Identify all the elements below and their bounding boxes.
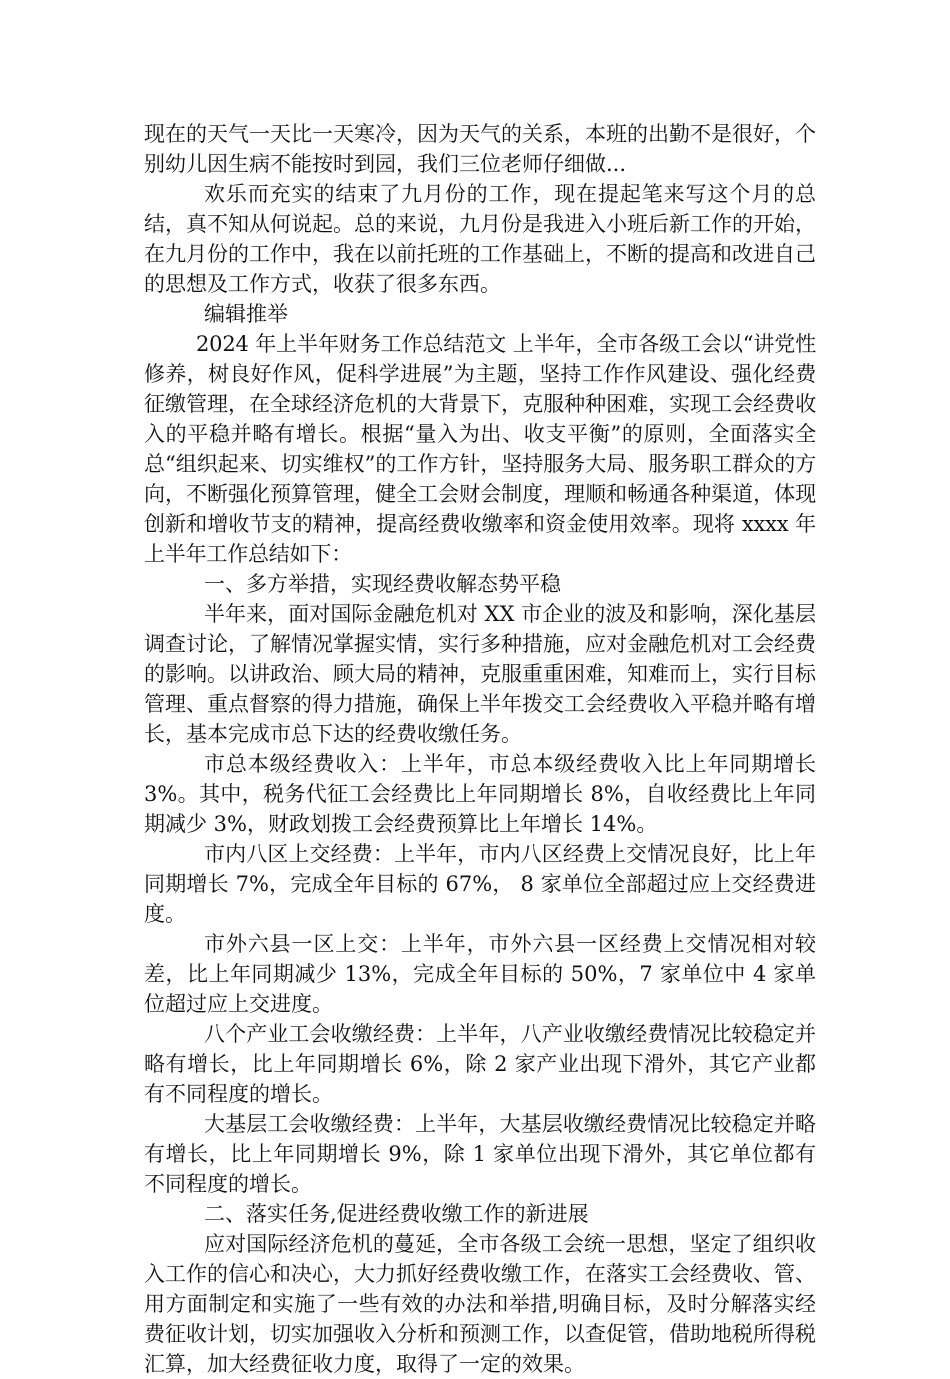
section-heading-1: 一、多方举措，实现经费收解态势平稳 [204,572,561,596]
paragraph-eight-industries: 八个产业工会收缴经费：上半年，八产业收缴经费情况比较稳定并略有增长，比上年同期增长 6%，除 2 家产业出现下滑外，其它产业都有不同程度的增长。 [144,1022,816,1106]
paragraph-six-counties: 市外六县一区上交：上半年，市外六县一区经费上交情况相对较差，比上年同期减少 13%，完成全年目标的 50%，7 家单位中 4 家单位超过应上交进度。 [144,932,816,1016]
paragraph-finance-intro: 2024 年上半年财务工作总结范文 上半年，全市各级工会以“讲党性修养，树良好作风，促科学进展”为主题，坚持工作作风建设、强化经费征缴管理，在全球经济危机的大背景下，克服种种困难，实现工会经费收入的平稳并略有增长。根据“量入为出、收支平衡”的原则，全面落实全总“组织起来、切实维权”的工作方针，坚持服务大局、服务职工群众的方向，不断强化预算管理，健全工会财会制度，理顺和畅通各种渠道，体现创新和增收节支的精神，提高经费收缴率和资金使用效率。现将 xxxx 年上半年工作总结如下： [144,332,816,566]
paragraph-crisis-response: 应对国际经济危机的蔓延，全市各级工会统一思想，坚定了组织收入工作的信心和决心，大力抓好经费收缴工作，在落实工会经费收、管、用方面制定和实施了一些有效的办法和举措,明确目标，及时分解落实经费征收计划，切实加强收入分析和预测工作，以查促管，借助地税所得税汇算，加大经费征收力度，取得了一定的效果。 [144,1232,816,1376]
paragraph-city-revenue: 市总本级经费收入：上半年，市总本级经费收入比上年同期增长 3%。其中，税务代征工会经费比上年同期增长 8%，自收经费比上年同期减少 3%，财政划拨工会经费预算比上年增长 14%。 [144,752,816,836]
paragraph-weather: 现在的天气一天比一天寒冷，因为天气的关系，本班的出勤不是很好，个别幼儿因生病不能按时到园，我们三位老师仔细做... [144,122,816,176]
document-page [144,119,816,1379]
editor-recommendation-label: 编辑推举 [204,302,288,326]
section-heading-2: 二、落实任务,促进经费收缴工作的新进展 [204,1202,589,1226]
paragraph-half-year: 半年来，面对国际金融危机对 XX 市企业的波及和影响，深化基层调查讨论，了解情况掌握实情，实行多种措施，应对金融危机对工会经费的影响。以讲政治、顾大局的精神，克服重重困难，知难而上，实行目标管理、重点督察的得力措施，确保上半年拨交工会经费收入平稳并略有增长，基本完成市总下达的经费收缴任务。 [144,602,816,746]
paragraph-eight-districts: 市内八区上交经费：上半年，市内八区经费上交情况良好，比上年同期增长 7%，完成全年目标的 67%， 8 家单位全部超过应上交经费进度。 [144,842,816,926]
paragraph-september-summary: 欢乐而充实的结束了九月份的工作，现在提起笔来写这个月的总结，真不知从何说起。总的来说，九月份是我进入小班后新工作的开始，在九月份的工作中，我在以前托班的工作基础上，不断的提高和改进自己的思想及工作方式，收获了很多东西。 [144,182,816,296]
paragraph-grassroots-unions: 大基层工会收缴经费：上半年，大基层收缴经费情况比较稳定并略有增长，比上年同期增长 9%，除 1 家单位出现下滑外，其它单位都有不同程度的增长。 [144,1112,816,1196]
